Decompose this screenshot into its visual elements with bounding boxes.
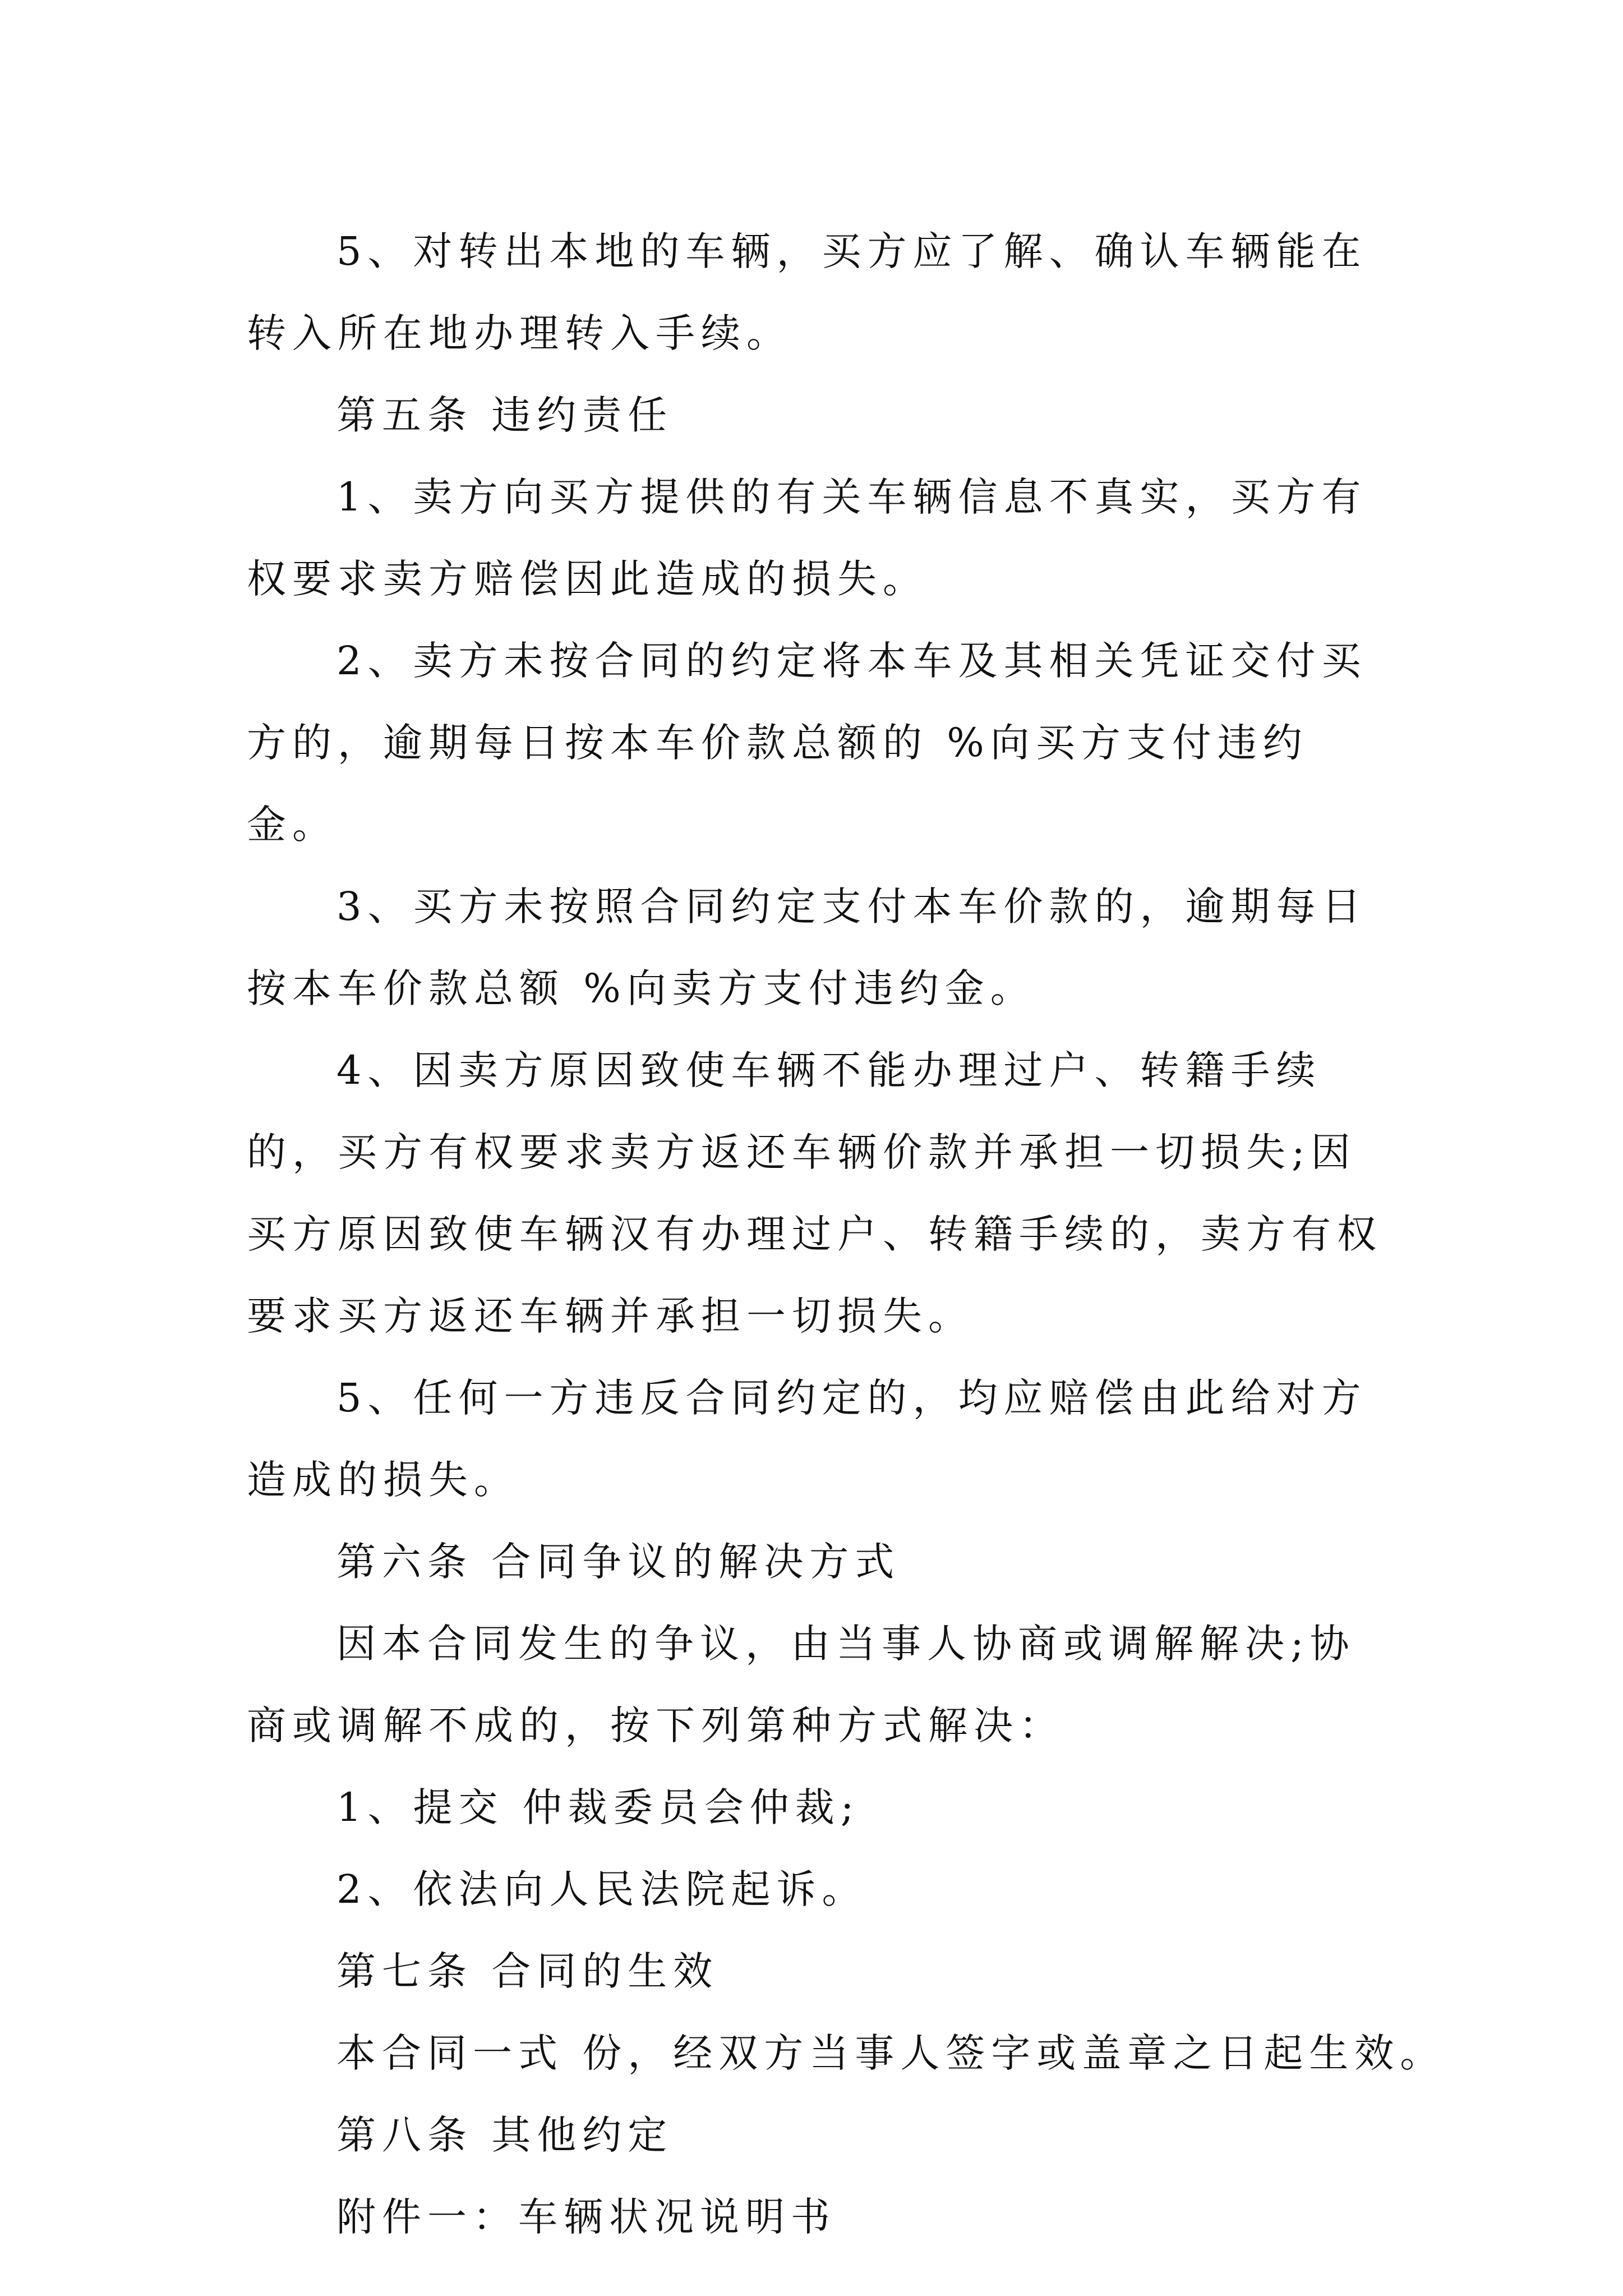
article-5-item-4: 4、因卖方原因致使车辆不能办理过户、转籍手续的，买方有权要求卖方返还车辆价款并承担一切损失;因买方原因致使车辆汉有办理过户、转籍手续的，卖方有权要求买方返还车辆并承担一切损失。 (247, 1047, 1382, 1339)
article-5-item-1: 1、卖方向买方提供的有关车辆信息不真实，买方有权要求卖方赔偿因此造成的损失。 (247, 474, 1367, 602)
article-5-item-5: 5、任何一方违反合同约定的，均应赔偿由此给对方造成的损失。 (247, 1375, 1367, 1503)
document-body (247, 210, 1446, 2258)
article-6-body: 因本合同发生的争议，由当事人协商或调解解决;协商或调解不成的，按下列第种方式解决： (247, 1621, 1355, 1749)
article-5-item-2: 2、卖方未按合同的约定将本车及其相关凭证交付买方的，逾期每日按本车价款总额的 %向买方支付违约金。 (247, 638, 1367, 848)
article-6-heading: 第六条 合同争议的解决方式 (336, 1539, 901, 1585)
clause-4-item-5: 5、对转出本地的车辆，买方应了解、确认车辆能在转入所在地办理转入手续。 (247, 228, 1367, 356)
article-8-heading: 第八条 其他约定 (336, 2112, 674, 2158)
article-6-option-1: 1、提交 仲裁委员会仲裁; (336, 1784, 860, 1830)
article-5-heading: 第五条 违约责任 (336, 392, 674, 438)
article-7-body: 本合同一式 份，经双方当事人签字或盖章之日起生效。 (336, 2030, 1446, 2076)
article-5-item-3: 3、买方未按照合同约定支付本车价款的，逾期每日按本车价款总额 %向卖方支付违约金。 (247, 884, 1367, 1011)
article-7-heading: 第七条 合同的生效 (336, 1948, 719, 1994)
attachment-1-label: 附件一：车辆状况说明书 (336, 2194, 836, 2240)
article-6-option-2: 2、依法向人民法院起诉。 (336, 1866, 868, 1912)
